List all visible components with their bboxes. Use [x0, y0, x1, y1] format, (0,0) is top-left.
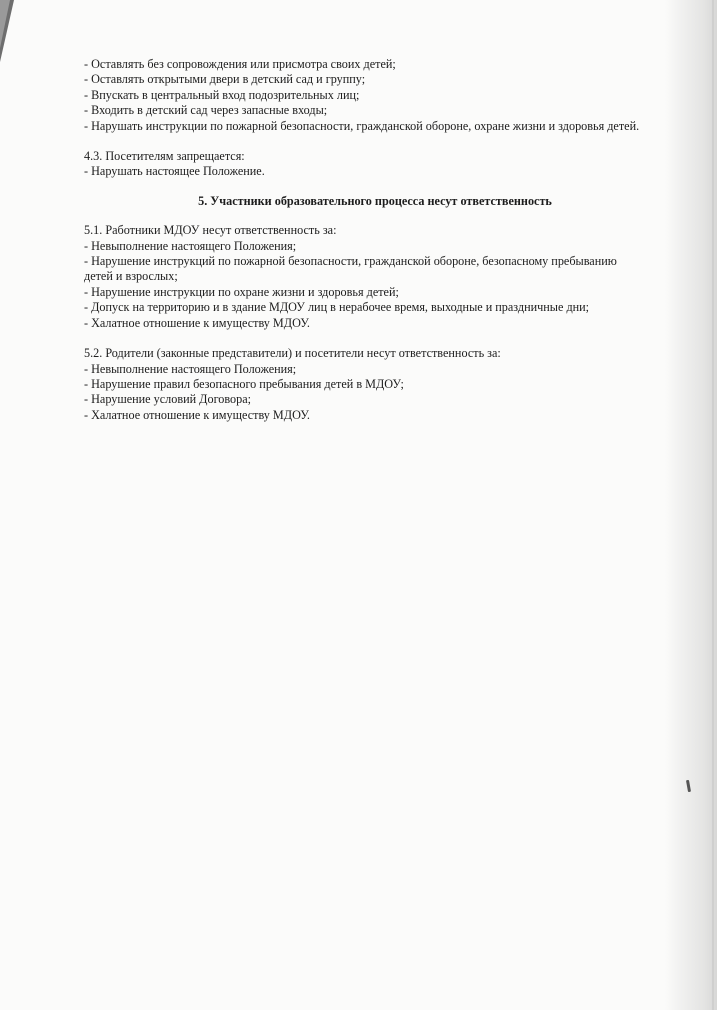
- section-5-1: [84, 223, 644, 331]
- section-4-3-title: 4.3. Посетителям запрещается:: [84, 149, 245, 164]
- list-item: - Оставлять открытыми двери в детский сад и группу;: [84, 72, 366, 87]
- list-item: - Нарушение условий Договора;: [84, 392, 252, 407]
- section-5-2-title: 5.2. Родители (законные представители) и посетители несут ответственность за:: [84, 346, 501, 361]
- list-item: - Нарушать инструкции по пожарной безопасности, гражданской обороне, охране жизни и здоровья детей.: [84, 118, 640, 133]
- list-item: - Невыполнение настоящего Положения;: [84, 238, 297, 253]
- list-item: - Нарушать настоящее Положение.: [84, 164, 265, 179]
- spacer: [84, 134, 644, 149]
- section-5-2: [84, 346, 644, 423]
- list-item: - Впускать в центральный вход подозрительных лиц;: [84, 87, 360, 102]
- spacer: [84, 331, 644, 346]
- list-item: - Оставлять без сопровождения или присмотра своих детей;: [84, 57, 396, 71]
- section-5-heading: 5. Участники образовательного процесса несут ответственность: [198, 193, 552, 208]
- section-5-1-title: 5.1. Работники МДОУ несут ответственность за:: [84, 223, 337, 238]
- list-item: - Халатное отношение к имуществу МДОУ.: [84, 315, 310, 330]
- list-item: - Входить в детский сад через запасные входы;: [84, 103, 328, 118]
- page-edge: [712, 0, 714, 1010]
- scan-shadow: [665, 0, 717, 1010]
- list-item: - Невыполнение настоящего Положения;: [84, 361, 297, 376]
- list-item: - Нарушение инструкции по охране жизни и здоровья детей;: [84, 284, 399, 299]
- list-item: - Нарушение инструкций по пожарной безопасности, гражданской обороне, безопасному пребыванию детей и взрослых;: [84, 254, 617, 284]
- list-item: - Халатное отношение к имуществу МДОУ.: [84, 407, 310, 422]
- list-item: - Нарушение правил безопасного пребывания детей в МДОУ;: [84, 376, 404, 391]
- section4-prohibitions-list: [84, 57, 644, 134]
- section-4-3: [84, 149, 644, 180]
- document-body: [84, 57, 644, 423]
- folded-corner-inner: [0, 0, 10, 48]
- list-item: - Допуск на территорию и в здание МДОУ лиц в нерабочее время, выходные и праздничные дни;: [84, 300, 590, 315]
